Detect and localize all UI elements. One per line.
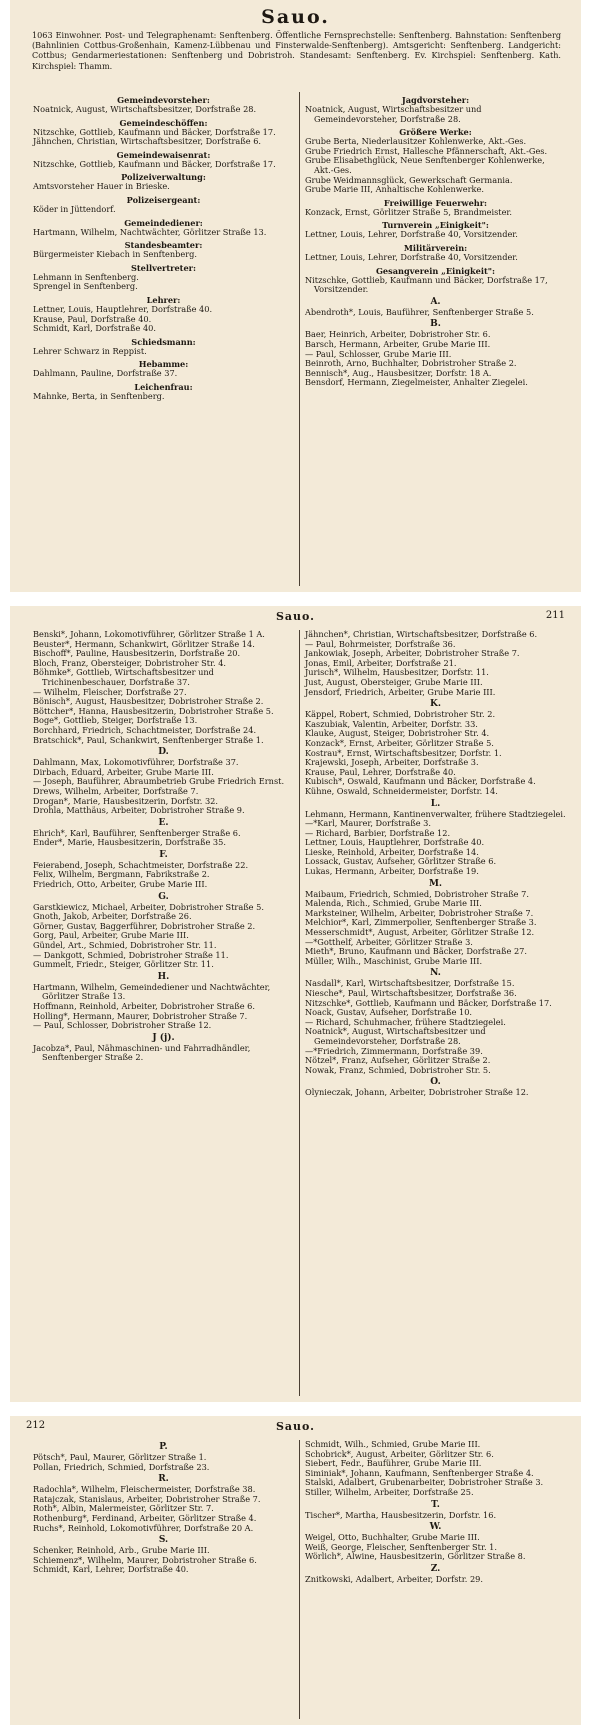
directory-entry: Ender*, Marie, Hausbesitzerin, Dorfstraße 35.	[33, 837, 226, 848]
directory-entry: Olynieczak, Johann, Arbeiter, Dobristroher Straße 12.	[305, 1087, 529, 1098]
columns	[28, 92, 571, 586]
letter-heading: N.	[430, 968, 441, 979]
directory-entry: Bloch, Franz, Obersteiger, Dobristroher Str. 4.	[33, 657, 227, 668]
directory-entry: Stalski, Adalbert, Grubenarbeiter, Dobristroher Straße 3.	[305, 1477, 544, 1488]
page-header	[10, 606, 581, 628]
directory-entry: Melchior*, Karl, Zimmerpolier, Senftenberger Straße 3.	[305, 917, 537, 928]
right-column	[300, 92, 571, 586]
directory-entry: Ehrich*, Karl, Bauführer, Senftenberger Straße 6.	[33, 827, 241, 838]
section-heading: Militärverein:	[403, 242, 468, 253]
directory-entry: Grube Weidmannsglück, Gewerkschaft Germania.	[305, 174, 513, 185]
directory-entry: Nitzschke, Gottlieb, Kaufmann und Bäcker, Dorfstraße 17.	[33, 126, 276, 137]
directory-entry: Lehmann, Hermann, Kantinenverwalter, frühere Stadtziegelei.	[305, 808, 566, 819]
directory-entry: Messerschmidt*, August, Arbeiter, Görlitzer Straße 12.	[305, 927, 535, 938]
directory-entry: Znitkowski, Adalbert, Arbeiter, Dorfstr. 29.	[305, 1573, 483, 1584]
directory-entry: Jurisch*, Wilhelm, Hausbesitzer, Dorfstr. 11.	[305, 667, 489, 678]
directory-entry: Mahnke, Berta, in Senftenberg.	[33, 390, 165, 401]
directory-entry: Nitzschke*, Gottlieb, Kaufmann und Bäcker, Dorfstraße 17.	[305, 997, 552, 1008]
directory-entry: Dahlmann, Pauline, Dorfstraße 37.	[33, 368, 178, 379]
directory-entry: Siminiak*, Johann, Kaufmann, Senftenberger Straße 4.	[305, 1467, 534, 1478]
directory-entry: Baer, Heinrich, Arbeiter, Dobristroher Str. 6.	[305, 329, 491, 340]
directory-entry: Krause, Paul, Lehrer, Dorfstraße 40.	[305, 766, 456, 777]
directory-entry: Lukas, Hermann, Arbeiter, Dorfstraße 19.	[305, 866, 479, 877]
directory-entry: Lossack, Gustav, Aufseher, Görlitzer Straße 6.	[305, 856, 497, 867]
page-1	[10, 0, 581, 592]
directory-entry: Bürgermeister Kiebach in Senftenberg.	[33, 249, 197, 260]
directory-entry: Bennisch*, Aug., Hausbesitzer, Dorfstr. 18 A.	[305, 367, 492, 378]
directory-entry: Nasdall*, Karl, Wirtschaftsbesitzer, Dorfstraße 15.	[305, 978, 515, 989]
letter-heading: P.	[159, 1442, 168, 1452]
directory-entry: Böttcher*, Hanna, Hausbesitzerin, Dobristroher Straße 5.	[33, 705, 274, 716]
directory-entry: Grube Marie III, Anhaltische Kohlenwerke.	[305, 184, 484, 195]
letter-heading: L.	[430, 798, 441, 809]
directory-entry: Grube Friedrich Ernst, Hallesche Pfännerschaft, Akt.-Ges.	[305, 145, 548, 156]
directory-entry: Hoffmann, Reinhold, Arbeiter, Dobristroher Straße 6.	[33, 1001, 255, 1011]
directory-entry: Schmidt, Karl, Lehrer, Dorfstraße 40.	[33, 1564, 189, 1575]
letter-heading: F.	[159, 849, 168, 860]
directory-entry: Roth*, Albin, Malermeister, Görlitzer Str. 7.	[33, 1503, 214, 1514]
directory-entry: — Wilhelm, Fleischer, Dorfstraße 27.	[33, 686, 187, 697]
section-heading: Gemeindevorsteher:	[117, 95, 210, 105]
section-heading: Schiedsmann:	[131, 336, 196, 347]
section-heading: Standesbeamter:	[124, 240, 203, 251]
directory-entry: Just, August, Obersteiger, Grube Marie III.	[305, 676, 483, 687]
section-heading: Polizeisergeant:	[126, 194, 201, 205]
directory-entry: Pollan, Friedrich, Schmied, Dorfstraße 23.	[33, 1461, 210, 1472]
directory-entry: Hartmann, Wilhelm, Nachtwächter, Görlitzer Straße 13.	[33, 226, 267, 237]
right-column	[300, 1440, 571, 1719]
directory-entry: Jonas, Emil, Arbeiter, Dorfstraße 21.	[305, 657, 457, 668]
directory-entry: Schmidt, Wilh., Schmied, Grube Marie III.	[305, 1440, 481, 1449]
directory-entry: Köder in Jüttendorf.	[33, 203, 116, 214]
directory-entry: Borchhard, Friedrich, Schachtmeister, Dorfstraße 24.	[33, 724, 257, 735]
directory-entry: Kaszubiak, Valentin, Arbeiter, Dorfstr. 33.	[305, 718, 478, 729]
directory-entry: Dirbach, Eduard, Arbeiter, Grube Marie III.	[33, 766, 214, 777]
directory-entry: Bratschick*, Paul, Schankwirt, Senftenberger Straße 1.	[33, 734, 264, 745]
page-2	[10, 606, 581, 1402]
directory-entry: Felix, Wilhelm, Bergmann, Fabrikstraße 2.	[33, 869, 210, 880]
section-heading: Leichenfrau:	[134, 381, 193, 392]
directory-entry: Lehmann in Senftenberg.	[33, 271, 139, 282]
page-number: 212	[26, 1420, 46, 1431]
directory-entry: Krajewski, Joseph, Arbeiter, Dorfstraße 3.	[305, 757, 479, 768]
section-heading: Freiwillige Feuerwehr:	[383, 197, 488, 208]
columns	[28, 1440, 571, 1719]
section-heading: Stellvertreter:	[130, 262, 197, 273]
directory-entry: Schenker, Reinhold, Arb., Grube Marie III.	[33, 1545, 210, 1556]
letter-heading: G.	[158, 891, 169, 902]
directory-entry: Boge*, Gottlieb, Steiger, Dorfstraße 13.	[33, 715, 198, 726]
directory-entry: Görner, Gustav, Baggerführer, Dobristroher Straße 2.	[33, 920, 256, 931]
page-header	[10, 1416, 581, 1438]
directory-entry: —*Karl, Maurer, Dorfstraße 3.	[305, 818, 431, 829]
section-heading: Polizeiverwaltung:	[121, 172, 206, 183]
directory-entry: Nowak, Franz, Schmied, Dobristroher Str. 5.	[305, 1064, 491, 1075]
directory-entry: Benski*, Johann, Lokomotivführer, Görlitzer Straße 1 A.	[33, 630, 265, 639]
section-heading: Gesangverein „Einigkeit":	[375, 265, 496, 276]
directory-entry: Lettner, Louis, Hauptlehrer, Dorfstraße 40.	[33, 303, 213, 314]
directory-entry: Gorg, Paul, Arbeiter, Grube Marie III.	[33, 930, 189, 941]
directory-entry: Gündel, Art., Schmied, Dobristroher Str. 11.	[33, 940, 217, 951]
intro-paragraph: 1063 Einwohner. Post- und Telegraphenamt: Senftenberg. Öffentliche Fernsprechstelle: Senftenberg. Bahnstation: Senftenberg (Bahnlinien Cottbus-Großenhain, Kamenz-Lübbenau und Finsterwalde-Senftenberg). Amtsgericht: Senftenberg. Landgericht: Cottbus; Gendarmeriestationen: Senftenberg und Dobristroh. Standesamt: Senftenberg. Ev. Kirchspiel: Senftenberg. Kath. Kirchspiel: Thamm.	[32, 30, 561, 71]
directory-entry: —*Gotthelf, Arbeiter, Görlitzer Straße 3.	[305, 936, 473, 947]
letter-heading: A.	[430, 296, 441, 307]
directory-entry: Holling*, Hermann, Maurer, Dobristroher Straße 7.	[33, 1010, 248, 1021]
section-heading: Gemeindeschöffen:	[119, 117, 208, 128]
left-column	[28, 1440, 300, 1719]
directory-entry: Marksteiner, Wilhelm, Arbeiter, Dobristroher Straße 7.	[305, 907, 534, 918]
running-title: Sauo.	[275, 1420, 316, 1433]
section-heading: Größere Werke:	[399, 127, 472, 138]
directory-entry: Gnoth, Jakob, Arbeiter, Dorfstraße 26.	[33, 911, 192, 922]
directory-entry: Rothenburg*, Ferdinand, Arbeiter, Görlitzer Straße 4.	[33, 1512, 257, 1523]
page-3	[10, 1416, 581, 1725]
left-column	[28, 630, 300, 1396]
directory-entry: Lehrer Schwarz in Reppist.	[33, 345, 147, 356]
directory-entry: Lettner, Louis, Hauptlehrer, Dorfstraße 40.	[305, 837, 485, 848]
directory-entry: Schobrick*, August, Arbeiter, Görlitzer Str. 6.	[305, 1448, 494, 1459]
directory-entry: — Paul, Schlosser, Grube Marie III.	[305, 348, 452, 359]
directory-entry: Feierabend, Joseph, Schachtmeister, Dorfstraße 22.	[33, 859, 249, 870]
letter-heading: H.	[157, 971, 170, 982]
left-column	[28, 92, 300, 586]
page-title: Sauo.	[261, 6, 330, 28]
directory-entry: Gummelt, Friedr., Steiger, Görlitzer Str. 11.	[33, 959, 214, 970]
directory-entry: Tischer*, Martha, Hausbesitzerin, Dorfstr. 16.	[305, 1509, 497, 1520]
letter-heading: B.	[430, 319, 441, 330]
right-column	[300, 630, 571, 1396]
directory-entry: Lettner, Louis, Lehrer, Dorfstraße 40, Vorsitzender.	[305, 251, 518, 262]
directory-entry: Drews, Wilhelm, Arbeiter, Dorfstraße 7.	[33, 785, 199, 796]
directory-entry: Pötsch*, Paul, Maurer, Görlitzer Straße 1.	[33, 1452, 207, 1462]
directory-entry: Sprengel in Senftenberg.	[33, 281, 138, 292]
directory-entry: Konzack, Ernst, Görlitzer Straße 5, Brandmeister.	[305, 206, 513, 217]
letter-heading: D.	[158, 747, 169, 758]
directory-entry: Jensdorf, Friedrich, Arbeiter, Grube Marie III.	[305, 686, 496, 697]
directory-entry: Radochla*, Wilhelm, Fleischermeister, Dorfstraße 38.	[33, 1484, 256, 1495]
directory-entry: Ruchs*, Reinhold, Lokomotivführer, Dorfstraße 20 A.	[33, 1522, 254, 1533]
directory-entry: Stiller, Wilhelm, Arbeiter, Dorfstraße 25.	[305, 1486, 474, 1497]
letter-heading: E.	[158, 817, 169, 828]
letter-heading: M.	[428, 878, 443, 889]
directory-entry: Amtsvorsteher Hauer in Brieske.	[33, 181, 170, 192]
running-title: Sauo.	[275, 610, 316, 623]
directory-entry: Jähnchen*, Christian, Wirtschaftsbesitzer, Dorfstraße 6.	[305, 630, 538, 639]
directory-entry: Jacobza*, Paul, Nähmaschinen- und Fahrradhändler, Senftenberger Straße 2.	[33, 1042, 251, 1063]
letter-heading: K.	[430, 699, 441, 710]
directory-entry: — Richard, Schuhmacher, frühere Stadtziegelei.	[305, 1016, 506, 1027]
directory-entry: Jankowiak, Joseph, Arbeiter, Dobristroher Straße 7.	[305, 648, 520, 659]
directory-entry: Hartmann, Wilhelm, Gemeindediener und Nachtwächter, Görlitzer Straße 13.	[33, 981, 271, 1002]
directory-entry: Nitzschke, Gottlieb, Kaufmann und Bäcker, Dorfstraße 17.	[33, 158, 276, 169]
directory-entry: — Paul, Schlosser, Dobristroher Straße 12.	[33, 1020, 212, 1031]
directory-entry: Siebert, Fedr., Bauführer, Grube Marie III.	[305, 1458, 482, 1469]
directory-entry: Kostrau*, Ernst, Wirtschaftsbesitzer, Dorfstr. 1.	[305, 747, 502, 758]
directory-entry: Abendroth*, Louis, Bauführer, Senftenberger Straße 5.	[305, 306, 534, 317]
directory-entry: Grube Berta, Niederlausitzer Kohlenwerke, Akt.-Ges.	[305, 136, 527, 147]
section-heading: Turnverein „Einigkeit":	[382, 220, 489, 231]
letter-heading: R.	[158, 1474, 169, 1485]
section-heading: Lehrer:	[146, 294, 181, 305]
directory-entry: — Paul, Bohrmeister, Dorfstraße 36.	[305, 638, 456, 649]
section-heading: Jagdvorsteher:	[401, 95, 470, 105]
section-heading: Gemeindewaisenrat:	[116, 149, 211, 160]
directory-entry: Müller, Wilh., Maschinist, Grube Marie III.	[305, 955, 483, 966]
directory-entry: Wörlich*, Alwine, Hausbesitzerin, Görlitzer Straße 8.	[305, 1551, 526, 1562]
letter-heading: S.	[158, 1535, 169, 1546]
letter-heading: W.	[429, 1522, 442, 1533]
directory-entry: Schiemenz*, Wilhelm, Maurer, Dobristroher Straße 6.	[33, 1554, 257, 1565]
directory-entry: Noack, Gustav, Aufseher, Dorfstraße 10.	[305, 1007, 473, 1018]
directory-entry: —*Friedrich, Zimmermann, Dorfstraße 39.	[305, 1045, 483, 1056]
directory-entry: Jähnchen, Christian, Wirtschaftsbesitzer, Dorfstraße 6.	[33, 136, 262, 147]
directory-entry: Garstkiewicz, Michael, Arbeiter, Dobristroher Straße 5.	[33, 901, 264, 912]
directory-entry: Krause, Paul, Dorfstraße 40.	[33, 313, 152, 324]
page-number: 211	[545, 610, 565, 621]
directory-entry: Konzack*, Ernst, Arbeiter, Görlitzer Straße 5.	[305, 737, 494, 748]
directory-entry: Bönisch*, August, Hausbesitzer, Dobristroher Straße 2.	[33, 696, 264, 707]
section-heading: Gemeindediener:	[124, 217, 203, 228]
directory-entry: Ratajczak, Stanislaus, Arbeiter, Dobristroher Straße 7.	[33, 1493, 261, 1504]
directory-entry: Noatnick, August, Wirtschaftsbesitzer und Gemeindevorsteher, Dorfstraße 28.	[305, 104, 482, 124]
directory-entry: Käppel, Robert, Schmied, Dobristroher Str. 2.	[305, 709, 496, 720]
directory-entry: Bensdorf, Hermann, Ziegelmeister, Anhalter Ziegelei.	[305, 377, 528, 388]
directory-entry: Niesche*, Paul, Wirtschaftsbesitzer, Dorfstraße 36.	[305, 988, 517, 998]
directory-entry: Dahlmann, Max, Lokomotivführer, Dorfstraße 37.	[33, 757, 239, 768]
directory-entry: Barsch, Hermann, Arbeiter, Grube Marie III.	[305, 338, 491, 349]
directory-entry: Lieske, Reinhold, Arbeiter, Dorfstraße 14.	[305, 846, 479, 857]
directory-entry: Maibaum, Friedrich, Schmied, Dobristroher Straße 7.	[305, 888, 529, 899]
directory-entry: Malenda, Rich., Schmied, Grube Marie III.	[305, 898, 482, 909]
letter-heading: Z.	[430, 1563, 441, 1574]
directory-entry: Beinroth, Arno, Buchhalter, Dobristroher Straße 2.	[305, 358, 517, 369]
directory-entry: Beuster*, Hermann, Schankwirt, Görlitzer Straße 14.	[33, 638, 255, 649]
directory-entry: Bischoff*, Pauline, Hausbesitzerin, Dorfstraße 20.	[33, 648, 241, 659]
directory-entry: — Richard, Barbier, Dorfstraße 12.	[305, 827, 451, 838]
directory-entry: Böhmke*, Gottlieb, Wirtschaftsbesitzer und Trichinenbeschauer, Dorfstraße 37.	[33, 667, 214, 687]
directory-entry: Noatnick*, August, Wirtschaftsbesitzer und Gemeindevorsteher, Dorfstraße 28.	[305, 1026, 486, 1046]
directory-entry: — Dankgott, Schmied, Dobristroher Straße 11.	[33, 949, 229, 960]
directory-entry: Grube Elisabethglück, Neue Senftenberger Kohlenwerke, Akt.-Ges.	[305, 155, 545, 175]
letter-heading: O.	[430, 1077, 441, 1088]
directory-entry: Nitzschke, Gottlieb, Kaufmann und Bäcker, Dorfstraße 17, Vorsitzender.	[305, 274, 548, 295]
directory-entry: Drohla, Matthäus, Arbeiter, Dobristroher Straße 9.	[33, 805, 245, 816]
directory-entry: Drogan*, Marie, Hausbesitzerin, Dorfstr. 32.	[33, 795, 218, 806]
directory-entry: Weigel, Otto, Buchhalter, Grube Marie III.	[305, 1532, 480, 1543]
directory-entry: Klauke, August, Steiger, Dobristroher Str. 4.	[305, 728, 490, 739]
columns	[28, 630, 571, 1396]
letter-heading: J (j).	[152, 1032, 175, 1043]
directory-entry: Nötzel*, Franz, Aufseher, Görlitzer Straße 2.	[305, 1055, 491, 1066]
directory-entry: Friedrich, Otto, Arbeiter, Grube Marie III.	[33, 879, 208, 890]
directory-entry: Lettner, Louis, Lehrer, Dorfstraße 40, Vorsitzender.	[305, 229, 518, 240]
section-heading: Hebamme:	[138, 359, 189, 370]
directory-entry: Mieth*, Bruno, Kaufmann und Bäcker, Dorfstraße 27.	[305, 946, 527, 957]
directory-entry: Noatnick, August, Wirtschaftsbesitzer, Dorfstraße 28.	[33, 104, 257, 114]
directory-entry: Kubisch*, Oswald, Kaufmann und Bäcker, Dorfstraße 4.	[305, 776, 536, 787]
directory-entry: — Joseph, Bauführer, Abraumbetrieb Grube Friedrich Ernst.	[33, 776, 285, 787]
directory-entry: Kühne, Oswald, Schneidermeister, Dorfstr. 14.	[305, 785, 498, 796]
letter-heading: T.	[431, 1499, 440, 1510]
directory-entry: Schmidt, Karl, Dorfstraße 40.	[33, 323, 156, 334]
directory-entry: Weiß, George, Fleischer, Senftenberger Str. 1.	[305, 1541, 497, 1552]
